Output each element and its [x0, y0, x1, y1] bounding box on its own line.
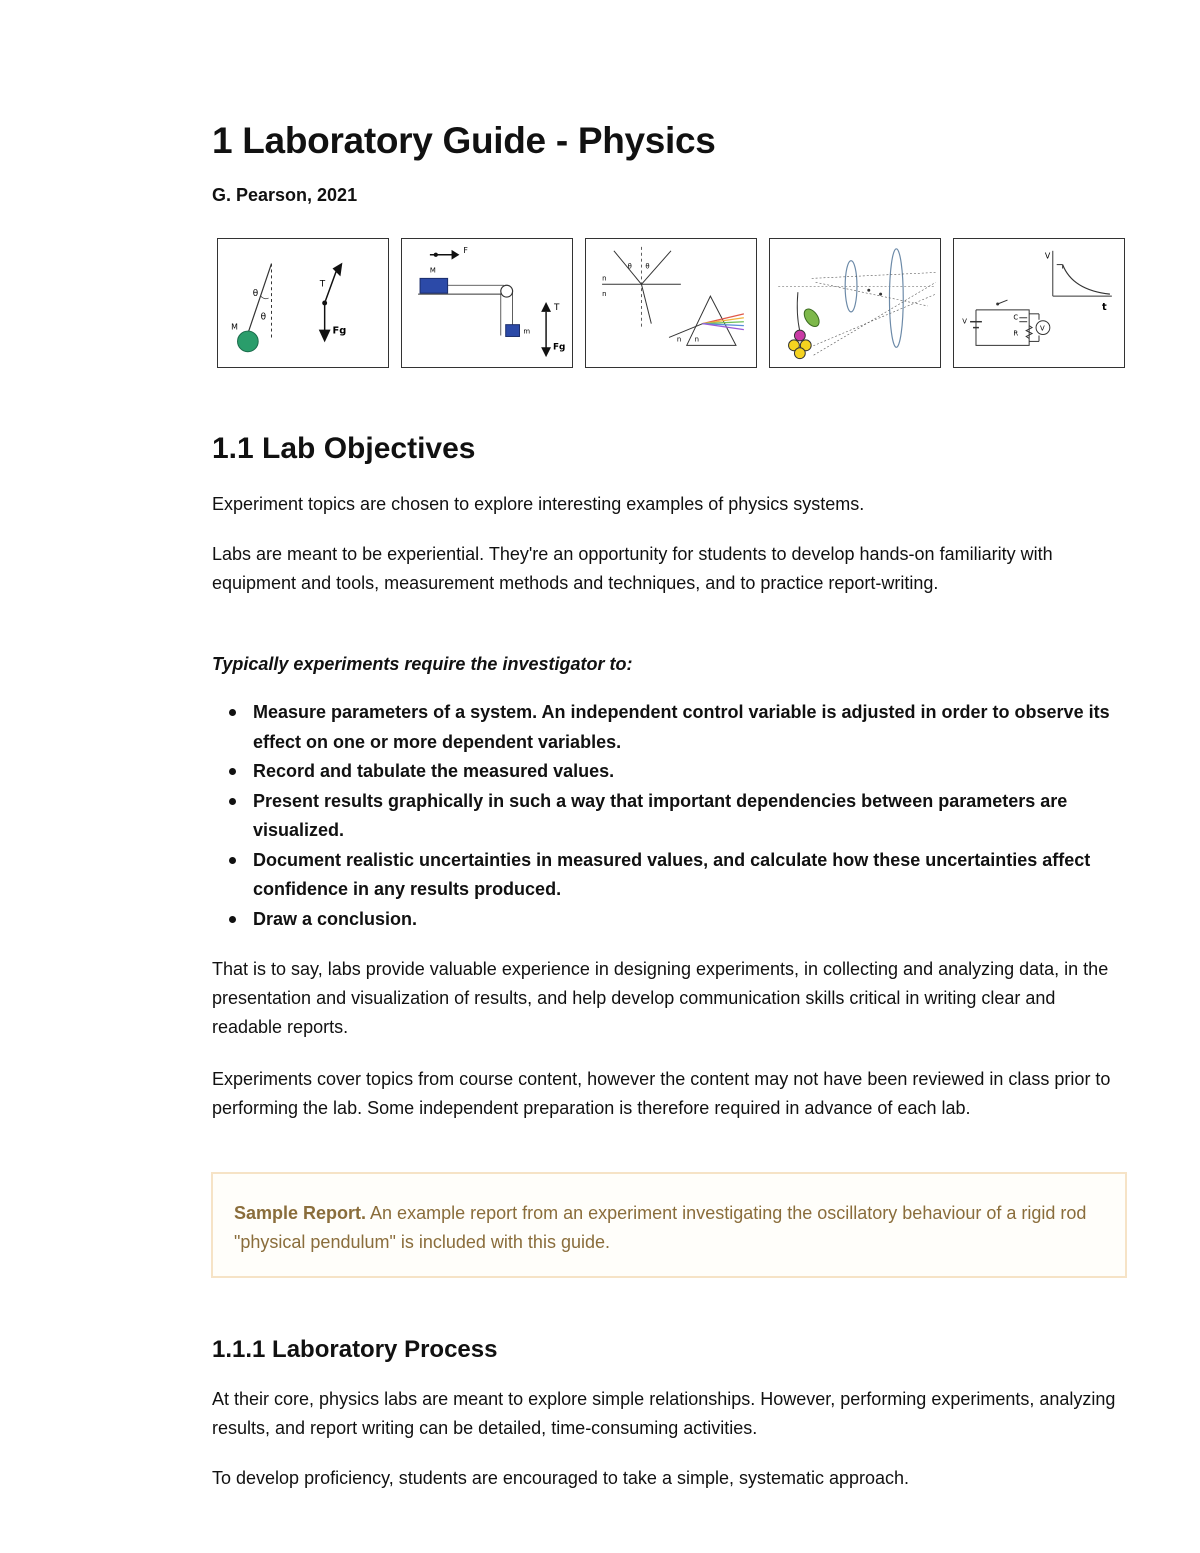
pendulum-bob	[238, 331, 259, 352]
tension-label: T	[319, 279, 326, 290]
force-label: F	[463, 245, 468, 255]
lens-diagram	[769, 238, 941, 368]
objectives-list-intro: Typically experiments require the investigator to:	[212, 654, 633, 674]
prism-n2-label: n	[694, 335, 699, 344]
hanging-block	[506, 325, 520, 337]
pulley-tension-label: T	[553, 302, 560, 313]
graph-v-axis-label: V	[1044, 251, 1051, 261]
prism-n-label: n	[676, 335, 682, 344]
capacitor-label: C	[1013, 313, 1019, 322]
callout-label: Sample Report.	[234, 1203, 367, 1223]
list-item: Draw a conclusion.	[212, 905, 1128, 935]
refraction-diagram	[585, 238, 757, 368]
pulley-gravity-label: Fg	[552, 342, 566, 353]
pendulum-mass-label: M	[231, 322, 238, 332]
pendulum-diagram	[217, 238, 389, 368]
process-paragraph-2: To develop proficiency, students are encouraged to take a simple, systematic approach.	[212, 1468, 910, 1488]
objectives-paragraph-3: That is to say, labs provide valuable experience in designing experiments, in collecting and analyzing data, in the presentation and visualization of results, and help develop communication skills critical in writing clear and readable reports.	[212, 959, 1109, 1037]
process-paragraph-1: At their core, physics labs are meant to explore simple relationships. However, performing experiments, analyzing results, and report writing can be detailed, time-consuming activities.	[212, 1389, 1116, 1438]
voltmeter-label: V	[1039, 324, 1045, 333]
reflected-angle-label: θ	[645, 262, 650, 271]
hanging-mass-label: m	[523, 327, 531, 336]
bullet-icon	[229, 709, 236, 716]
figure-strip	[217, 238, 1125, 370]
flower-top	[794, 330, 805, 341]
callout-text: An example report from an experiment investigating the oscillatory behaviour of a rigid rod "physical pendulum" is included with this guide.	[234, 1203, 1087, 1252]
bullet-icon	[229, 768, 236, 775]
objectives-paragraph-2: Labs are meant to be experiential. They're an opportunity for students to develop hands-on familiarity with equipment and tools, measurement methods and techniques, and to practice report-writing.	[212, 544, 1053, 593]
list-item: Measure parameters of a system. An independent control variable is adjusted in order to observe its effect on one or more dependent variables.	[212, 698, 1128, 757]
pulley-wheel	[501, 285, 513, 297]
lens-2	[889, 249, 903, 347]
pulley-diagram	[401, 238, 573, 368]
objectives-paragraph-1: Experiment topics are chosen to explore interesting examples of physics systems.	[212, 494, 865, 514]
resistor-label: R	[1013, 329, 1019, 338]
gravity-label: Fg	[332, 325, 347, 337]
source-label: V	[962, 317, 967, 326]
block-mass-label: M	[429, 266, 436, 275]
list-item: Present results graphically in such a way that important dependencies between parameters are visualized.	[212, 787, 1128, 846]
objectives-heading: 1.1 Lab Objectives	[212, 432, 476, 465]
bullet-icon	[229, 857, 236, 864]
page-title: 1 Laboratory Guide - Physics	[212, 120, 716, 161]
process-heading: 1.1.1 Laboratory Process	[212, 1336, 498, 1363]
medium2-label: n	[602, 290, 607, 299]
objectives-paragraph-4: Experiments cover topics from course content, however the content may not have been reviewed in class prior to performing the lab. Some independent preparation is therefore required in advance of each lab.	[212, 1069, 1111, 1118]
objectives-list	[212, 698, 1128, 934]
sliding-block	[420, 278, 448, 293]
list-item: Record and tabulate the measured values.	[212, 757, 1128, 787]
rc-circuit-diagram	[953, 238, 1125, 368]
author-line: G. Pearson, 2021	[212, 185, 358, 205]
incident-angle-label: θ	[627, 262, 632, 271]
leaf	[801, 306, 822, 329]
sample-report-callout	[211, 1172, 1127, 1278]
medium1-label: n	[602, 274, 607, 283]
graph-t-axis-label: t	[1102, 301, 1107, 313]
pendulum-theta-label-2: θ	[260, 312, 267, 323]
decay-curve	[1063, 265, 1110, 295]
list-item: Document realistic uncertainties in measured values, and calculate how these uncertainties affect confidence in any results produced.	[212, 846, 1128, 905]
pendulum-theta-label: θ	[252, 289, 259, 300]
bullet-icon	[229, 798, 236, 805]
bullet-icon	[229, 916, 236, 923]
